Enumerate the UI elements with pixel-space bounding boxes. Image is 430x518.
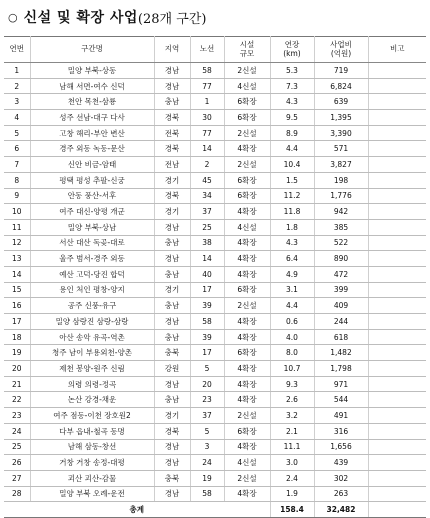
cell-section: 밀양 부북 오례-운전 (30, 486, 154, 502)
cell-route: 25 (190, 219, 224, 235)
table-row (4, 282, 426, 298)
cell-note (368, 251, 426, 267)
cell-region: 경남 (154, 251, 190, 267)
cell-route: 23 (190, 392, 224, 408)
total-cost: 32,482 (314, 502, 368, 518)
cell-note (368, 266, 426, 282)
cell-no: 11 (4, 219, 30, 235)
cell-route: 37 (190, 408, 224, 424)
project-table (4, 36, 426, 518)
heading-subtitle: (28개 구간) (137, 11, 207, 27)
cell-route: 45 (190, 172, 224, 188)
cell-length: 2.4 (270, 470, 314, 486)
cell-section: 아산 송악 유곡-역촌 (30, 329, 154, 345)
cell-cost: 618 (314, 329, 368, 345)
cell-route: 3 (190, 439, 224, 455)
cell-region: 충북 (154, 470, 190, 486)
cell-scale: 4확장 (224, 235, 270, 251)
total-label: 총계 (4, 502, 270, 518)
cell-length: 3.2 (270, 408, 314, 424)
cell-scale: 4신설 (224, 455, 270, 471)
table-row (4, 110, 426, 126)
cell-length: 4.4 (270, 141, 314, 157)
table-row (4, 141, 426, 157)
cell-cost: 439 (314, 455, 368, 471)
table-row (4, 376, 426, 392)
header-route: 노선 (190, 37, 224, 63)
cell-route: 34 (190, 188, 224, 204)
cell-section: 여주 점동-이천 장호원2 (30, 408, 154, 424)
cell-note (368, 486, 426, 502)
cell-scale: 4확장 (224, 329, 270, 345)
cell-length: 5.3 (270, 63, 314, 79)
cell-route: 39 (190, 298, 224, 314)
cell-note (368, 63, 426, 79)
page-heading (8, 6, 206, 28)
cell-length: 2.6 (270, 392, 314, 408)
cell-no: 10 (4, 204, 30, 220)
cell-cost: 399 (314, 282, 368, 298)
cell-cost: 3,827 (314, 157, 368, 173)
cell-cost: 316 (314, 423, 368, 439)
cell-note (368, 235, 426, 251)
table-row (4, 172, 426, 188)
cell-length: 4.3 (270, 94, 314, 110)
header-length-line2: (km) (283, 48, 301, 58)
header-scale (224, 37, 270, 63)
heading-title: 신설 및 확장 사업 (23, 10, 138, 26)
cell-route: 38 (190, 235, 224, 251)
cell-note (368, 361, 426, 377)
header-scale-line2: 규모 (239, 48, 255, 58)
cell-region: 충남 (154, 235, 190, 251)
cell-scale: 6확장 (224, 188, 270, 204)
cell-no: 8 (4, 172, 30, 188)
cell-route: 58 (190, 63, 224, 79)
cell-section: 경주 외동 녹동-문산 (30, 141, 154, 157)
cell-region: 경기 (154, 204, 190, 220)
cell-length: 11.8 (270, 204, 314, 220)
cell-no: 6 (4, 141, 30, 157)
cell-no: 18 (4, 329, 30, 345)
table-row (4, 188, 426, 204)
cell-length: 0.6 (270, 314, 314, 330)
cell-region: 충남 (154, 94, 190, 110)
cell-section: 청주 남이 부용외천-양촌 (30, 345, 154, 361)
cell-scale: 2신설 (224, 63, 270, 79)
cell-note (368, 282, 426, 298)
cell-no: 13 (4, 251, 30, 267)
cell-cost: 244 (314, 314, 368, 330)
cell-scale: 6확장 (224, 172, 270, 188)
cell-section: 거창 거창 송정-대평 (30, 455, 154, 471)
cell-route: 17 (190, 345, 224, 361)
cell-length: 1.9 (270, 486, 314, 502)
cell-route: 40 (190, 266, 224, 282)
table-row (4, 298, 426, 314)
cell-region: 경남 (154, 219, 190, 235)
cell-cost: 6,824 (314, 78, 368, 94)
table-row (4, 345, 426, 361)
cell-length: 10.7 (270, 361, 314, 377)
cell-region: 전북 (154, 125, 190, 141)
cell-route: 39 (190, 329, 224, 345)
cell-scale: 4확장 (224, 141, 270, 157)
cell-section: 여주 대신-양평 개군 (30, 204, 154, 220)
cell-section: 남해 서면-여수 신덕 (30, 78, 154, 94)
cell-section: 평택 평성 추팔-신궁 (30, 172, 154, 188)
cell-route: 77 (190, 78, 224, 94)
table-row (4, 125, 426, 141)
cell-scale: 4신설 (224, 78, 270, 94)
cell-region: 충남 (154, 298, 190, 314)
total-row (4, 502, 426, 518)
table-row (4, 361, 426, 377)
cell-section: 밀양 삼랑진 삼랑-삼랑 (30, 314, 154, 330)
cell-region: 충남 (154, 266, 190, 282)
cell-section: 서산 대산 독곶-대로 (30, 235, 154, 251)
cell-length: 9.3 (270, 376, 314, 392)
cell-note (368, 329, 426, 345)
cell-cost: 1,798 (314, 361, 368, 377)
cell-region: 경남 (154, 455, 190, 471)
cell-note (368, 219, 426, 235)
cell-no: 23 (4, 408, 30, 424)
cell-no: 21 (4, 376, 30, 392)
cell-note (368, 125, 426, 141)
cell-scale: 2신설 (224, 125, 270, 141)
cell-note (368, 78, 426, 94)
table-row (4, 423, 426, 439)
cell-region: 전남 (154, 157, 190, 173)
cell-region: 경남 (154, 486, 190, 502)
table-row (4, 157, 426, 173)
cell-scale: 2신설 (224, 157, 270, 173)
cell-note (368, 94, 426, 110)
table-row (4, 314, 426, 330)
header-cost (314, 37, 368, 63)
cell-cost: 1,395 (314, 110, 368, 126)
cell-no: 2 (4, 78, 30, 94)
cell-section: 예산 고덕-당진 합덕 (30, 266, 154, 282)
cell-section: 밀양 부북-상동 (30, 63, 154, 79)
cell-route: 5 (190, 361, 224, 377)
cell-note (368, 141, 426, 157)
table-row (4, 204, 426, 220)
cell-no: 15 (4, 282, 30, 298)
cell-route: 2 (190, 157, 224, 173)
cell-length: 4.0 (270, 329, 314, 345)
cell-route: 19 (190, 470, 224, 486)
cell-no: 25 (4, 439, 30, 455)
cell-section: 안동 풍산-서후 (30, 188, 154, 204)
cell-length: 11.1 (270, 439, 314, 455)
cell-cost: 971 (314, 376, 368, 392)
cell-route: 24 (190, 455, 224, 471)
cell-note (368, 204, 426, 220)
cell-cost: 1,776 (314, 188, 368, 204)
cell-route: 17 (190, 282, 224, 298)
cell-scale: 2신설 (224, 298, 270, 314)
cell-region: 경북 (154, 188, 190, 204)
cell-cost: 385 (314, 219, 368, 235)
cell-route: 14 (190, 141, 224, 157)
header-length-line1: 연장 (284, 39, 300, 49)
cell-length: 8.9 (270, 125, 314, 141)
cell-no: 19 (4, 345, 30, 361)
cell-length: 3.1 (270, 282, 314, 298)
cell-region: 경남 (154, 376, 190, 392)
cell-scale: 6확장 (224, 94, 270, 110)
total-length: 158.4 (270, 502, 314, 518)
cell-cost: 472 (314, 266, 368, 282)
cell-no: 3 (4, 94, 30, 110)
cell-cost: 263 (314, 486, 368, 502)
cell-no: 1 (4, 63, 30, 79)
cell-section: 공주 신풍-유구 (30, 298, 154, 314)
table-row (4, 486, 426, 502)
cell-cost: 409 (314, 298, 368, 314)
cell-length: 4.3 (270, 235, 314, 251)
cell-no: 5 (4, 125, 30, 141)
cell-note (368, 314, 426, 330)
cell-cost: 890 (314, 251, 368, 267)
cell-note (368, 455, 426, 471)
cell-length: 4.4 (270, 298, 314, 314)
cell-section: 의령 의령-정곡 (30, 376, 154, 392)
cell-length: 1.8 (270, 219, 314, 235)
cell-length: 2.1 (270, 423, 314, 439)
cell-route: 77 (190, 125, 224, 141)
cell-section: 밀양 부북-상남 (30, 219, 154, 235)
cell-note (368, 157, 426, 173)
table-row (4, 266, 426, 282)
cell-scale: 6확장 (224, 282, 270, 298)
header-region: 지역 (154, 37, 190, 63)
cell-scale: 4확장 (224, 251, 270, 267)
cell-scale: 4확장 (224, 486, 270, 502)
table-row (4, 78, 426, 94)
cell-length: 8.0 (270, 345, 314, 361)
cell-scale: 4확장 (224, 204, 270, 220)
cell-scale: 4신설 (224, 219, 270, 235)
total-note (368, 502, 426, 518)
table-row (4, 63, 426, 79)
cell-scale: 6확장 (224, 345, 270, 361)
cell-route: 58 (190, 314, 224, 330)
cell-route: 20 (190, 376, 224, 392)
cell-note (368, 392, 426, 408)
table-row (4, 219, 426, 235)
header-cost-line2: (억원) (330, 48, 352, 58)
table-row (4, 439, 426, 455)
cell-no: 27 (4, 470, 30, 486)
cell-no: 17 (4, 314, 30, 330)
cell-section: 괴산 괴산-감물 (30, 470, 154, 486)
header-cost-line1: 사업비 (330, 39, 352, 49)
table-body (4, 63, 426, 502)
cell-region: 충북 (154, 345, 190, 361)
cell-cost: 198 (314, 172, 368, 188)
cell-route: 14 (190, 251, 224, 267)
cell-section: 성주 선남-대구 다사 (30, 110, 154, 126)
cell-note (368, 439, 426, 455)
cell-scale: 4확장 (224, 314, 270, 330)
cell-scale: 2신설 (224, 408, 270, 424)
cell-length: 1.5 (270, 172, 314, 188)
cell-region: 강원 (154, 361, 190, 377)
cell-cost: 544 (314, 392, 368, 408)
cell-note (368, 345, 426, 361)
cell-cost: 639 (314, 94, 368, 110)
cell-scale: 6확장 (224, 423, 270, 439)
cell-cost: 1,656 (314, 439, 368, 455)
cell-no: 20 (4, 361, 30, 377)
header-section: 구간명 (30, 37, 154, 63)
cell-note (368, 172, 426, 188)
circle-bullet-icon: ○ (8, 10, 18, 24)
cell-scale: 4확장 (224, 376, 270, 392)
cell-scale: 2신설 (224, 470, 270, 486)
cell-section: 천안 목천-삼룡 (30, 94, 154, 110)
cell-length: 6.4 (270, 251, 314, 267)
cell-length: 7.3 (270, 78, 314, 94)
cell-route: 58 (190, 486, 224, 502)
table-row (4, 408, 426, 424)
cell-region: 경기 (154, 282, 190, 298)
cell-no: 9 (4, 188, 30, 204)
cell-section: 울주 범서-경주 외동 (30, 251, 154, 267)
table-row (4, 470, 426, 486)
cell-region: 경기 (154, 408, 190, 424)
cell-length: 9.5 (270, 110, 314, 126)
cell-note (368, 408, 426, 424)
cell-region: 경북 (154, 141, 190, 157)
cell-region: 경남 (154, 439, 190, 455)
table-row (4, 94, 426, 110)
header-scale-line1: 시설 (239, 39, 255, 49)
cell-no: 4 (4, 110, 30, 126)
cell-no: 16 (4, 298, 30, 314)
cell-route: 37 (190, 204, 224, 220)
cell-no: 22 (4, 392, 30, 408)
cell-no: 7 (4, 157, 30, 173)
cell-section: 남해 삼동-창선 (30, 439, 154, 455)
cell-section: 논산 강경-채운 (30, 392, 154, 408)
cell-section: 고창 해리-부안 변산 (30, 125, 154, 141)
cell-note (368, 423, 426, 439)
header-row (4, 37, 426, 63)
cell-section: 제천 봉양-원주 신림 (30, 361, 154, 377)
cell-cost: 719 (314, 63, 368, 79)
cell-region: 충남 (154, 392, 190, 408)
cell-section: 다부 읍내-철곡 동명 (30, 423, 154, 439)
cell-scale: 4확장 (224, 266, 270, 282)
cell-note (368, 376, 426, 392)
cell-route: 5 (190, 423, 224, 439)
cell-cost: 1,482 (314, 345, 368, 361)
cell-cost: 571 (314, 141, 368, 157)
table-row (4, 329, 426, 345)
cell-region: 경북 (154, 110, 190, 126)
cell-length: 3.0 (270, 455, 314, 471)
header-no: 연번 (4, 37, 30, 63)
cell-section: 신안 비금-암태 (30, 157, 154, 173)
cell-cost: 942 (314, 204, 368, 220)
cell-region: 경남 (154, 314, 190, 330)
cell-route: 1 (190, 94, 224, 110)
cell-cost: 491 (314, 408, 368, 424)
cell-no: 12 (4, 235, 30, 251)
cell-scale: 6확장 (224, 110, 270, 126)
header-length (270, 37, 314, 63)
cell-scale: 4확장 (224, 392, 270, 408)
cell-region: 경남 (154, 63, 190, 79)
cell-cost: 522 (314, 235, 368, 251)
table-row (4, 455, 426, 471)
cell-length: 10.4 (270, 157, 314, 173)
cell-note (368, 298, 426, 314)
cell-note (368, 470, 426, 486)
cell-cost: 3,390 (314, 125, 368, 141)
cell-note (368, 110, 426, 126)
cell-scale: 4확장 (224, 439, 270, 455)
cell-length: 4.9 (270, 266, 314, 282)
header-note: 비고 (368, 37, 426, 63)
cell-region: 충남 (154, 329, 190, 345)
table-row (4, 235, 426, 251)
cell-section: 용인 처인 평창-양지 (30, 282, 154, 298)
cell-no: 14 (4, 266, 30, 282)
cell-cost: 302 (314, 470, 368, 486)
cell-route: 30 (190, 110, 224, 126)
cell-no: 24 (4, 423, 30, 439)
cell-region: 경북 (154, 423, 190, 439)
table-row (4, 392, 426, 408)
cell-no: 26 (4, 455, 30, 471)
cell-note (368, 188, 426, 204)
cell-scale: 4확장 (224, 361, 270, 377)
table-row (4, 251, 426, 267)
cell-no: 28 (4, 486, 30, 502)
cell-region: 경기 (154, 172, 190, 188)
cell-length: 11.2 (270, 188, 314, 204)
cell-region: 경남 (154, 78, 190, 94)
